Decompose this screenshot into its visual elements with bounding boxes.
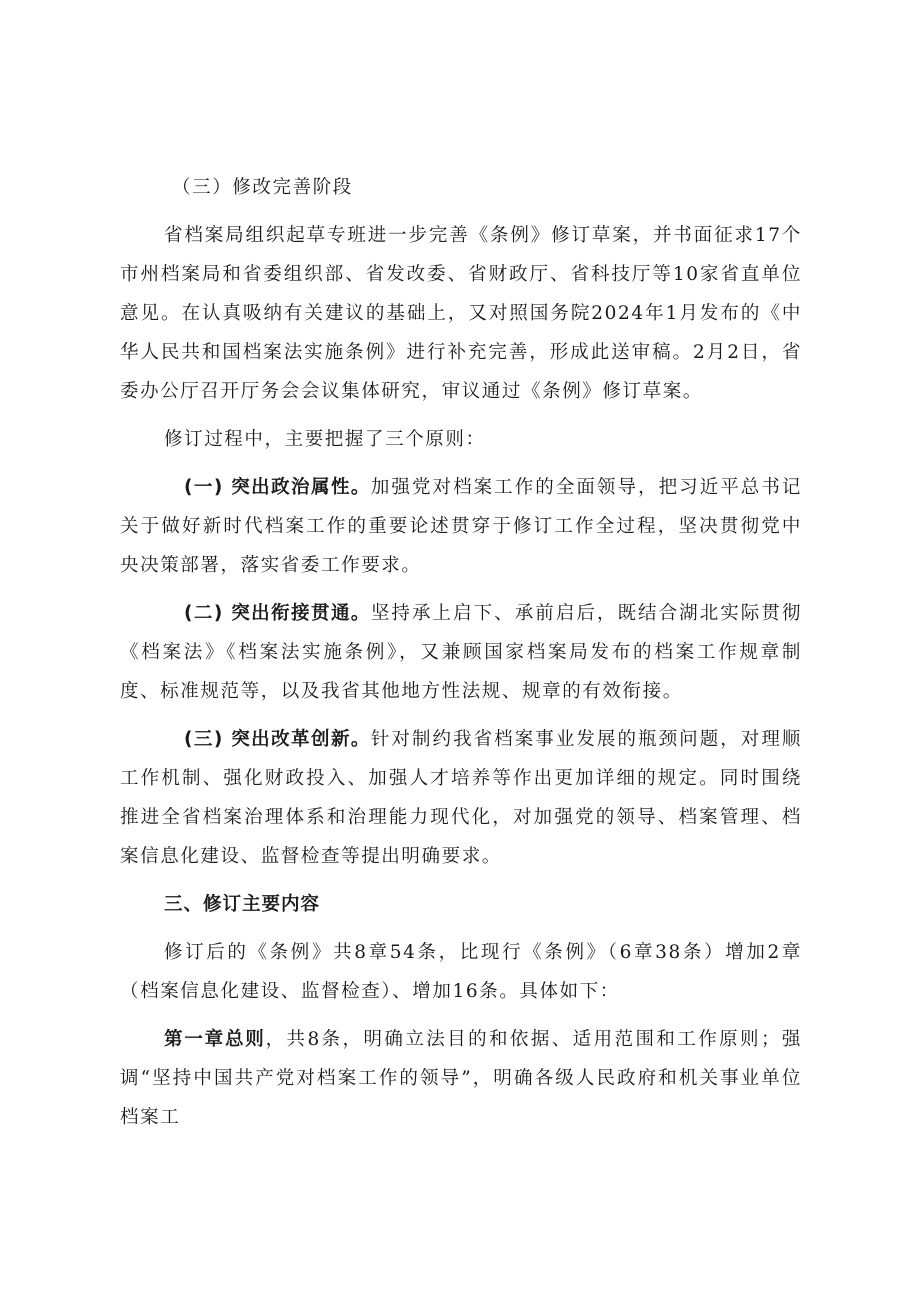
principle-3-text: 针对制约我省档案事业发展的瓶颈问题，对理顺工作机制、强化财政投入、加强人才培养等作出更加详细的规定。同时围绕推进全省档案治理体系和治理能力现代化，对加强党的领导、档案管理、档案信息化建设、监督检查等提出明确要求。 [120, 729, 802, 867]
principle-2-lead: (二) 突出衔接贯通。 [184, 603, 371, 624]
section-title: 三、修订主要内容 [164, 894, 321, 915]
chapter-1-lead: 第一章总则 [164, 1029, 266, 1050]
principle-2-text: 坚持承上启下、承前启后，既结合湖北实际贯彻《档案法》《档案法实施条例》，又兼顾国家档案局发布的档案工作规章制度、标准规范等，以及我省其他地方性法规、规章的有效衔接。 [120, 603, 802, 702]
paragraph-drafting-process: 省档案局组织起草专班进一步完善《条例》修订草案，并书面征求17个市州档案局和省委组织部、省发改委、省财政厅、省科技厅等10家省直单位意见。在认真吸纳有关建议的基础上，又对照国务院2024年1月发布的《中华人民共和国档案法实施条例》进行补充完善，形成此送审稿。2月2日，省委办公厅召开厅务会会议集体研究，审议通过《条例》修订草案。 [120, 225, 802, 402]
principle-3-lead: (三) 突出改革创新。 [184, 729, 371, 750]
principle-1-text: 加强党对档案工作的全面领导，把习近平总书记关于做好新时代档案工作的重要论述贯穿于修订工作全过程，坚决贯彻党中央决策部署，落实省委工作要求。 [120, 477, 802, 576]
chapter-1-text: ，共8条，明确立法目的和依据、适用范围和工作原则；强调“坚持中国共产党对档案工作的领导”，明确各级人民政府和机关事业单位档案工 [120, 1029, 802, 1128]
subheading: （三）修改完善阶段 [172, 177, 353, 198]
document-body [120, 168, 802, 1146]
principle-3 [120, 720, 802, 876]
principle-1-lead: (一) 突出政治属性。 [184, 477, 371, 498]
principle-2 [120, 594, 802, 711]
principle-1 [120, 468, 802, 585]
chapter-1-paragraph [120, 1020, 802, 1137]
paragraph-revision-summary: 修订后的《条例》共8章54条，比现行《条例》（6章38条）增加2章（档案信息化建设、监督检查）、增加16条。具体如下： [120, 942, 802, 1002]
paragraph-principles-intro: 修订过程中，主要把握了三个原则： [164, 429, 486, 450]
